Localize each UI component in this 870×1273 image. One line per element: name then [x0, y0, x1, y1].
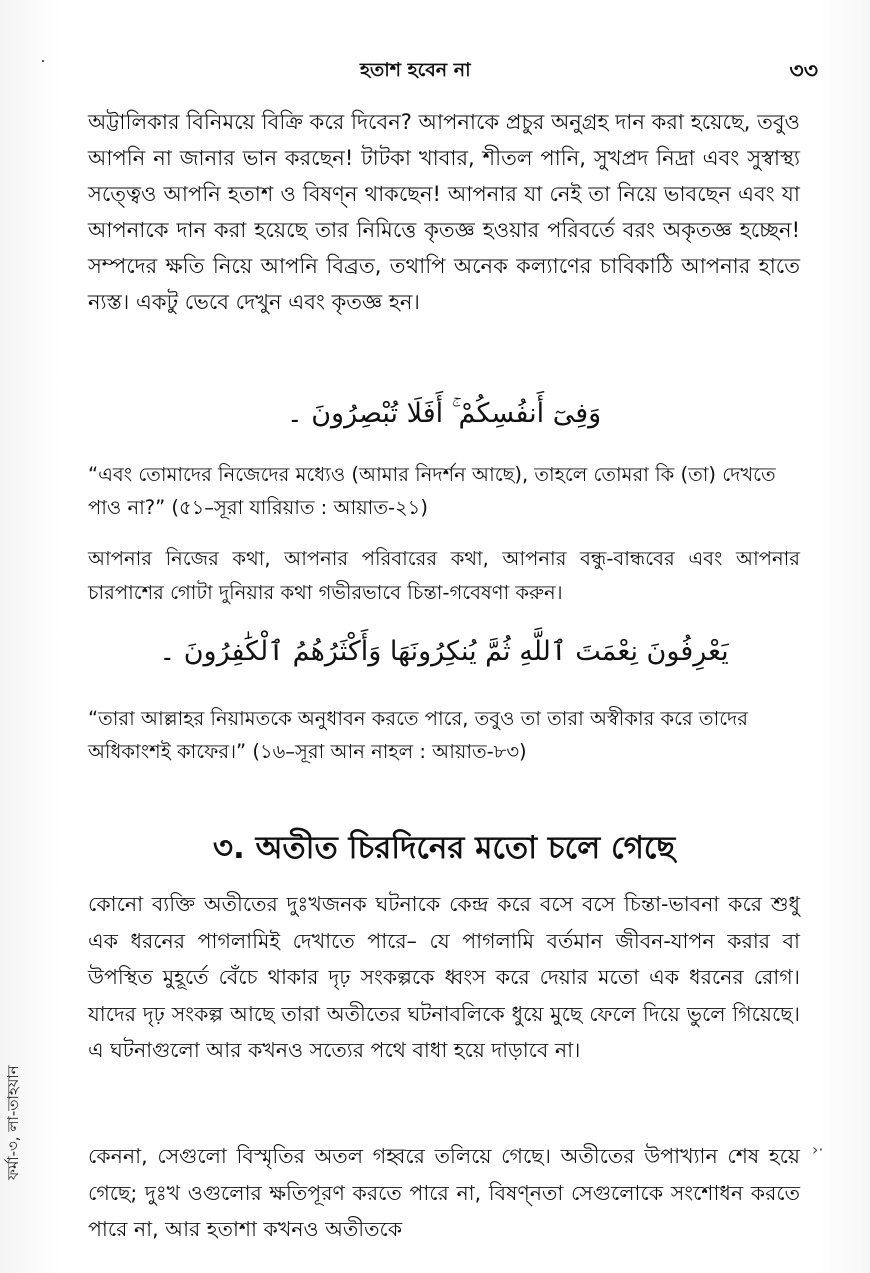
body-paragraph-1: অট্টালিকার বিনিময়ে বিক্রি করে দিবেন? আপনাকে প্রচুর অনুগ্রহ দান করা হয়েছে, তবুও আপনি না জানার ভান করছেন! টাটকা খাবার, শীতল পানি, সুখপ্রদ নিদ্রা এবং সুস্বাস্থ্য সত্ত্বেও আপনি হতাশ ও বিষণ্ন থাকছেন! আপনার যা নেই তা নিয়ে ভাবছেন এবং যা আপনাকে দান করা হয়েছে তার নিমিত্তে কৃতজ্ঞ হওয়ার পরিবর্তে বরং অকৃতজ্ঞ হচ্ছেন! সম্পদের ক্ষতি নিয়ে আপনি বিব্রত, তথাপি অনেক কল্যাণের চাবিকাঠি আপনার হাতে ন্যস্ত। একটু ভেবে দেখুন এবং কৃতজ্ঞ হন।	[88, 110, 800, 314]
arabic-verse-2: يَعْرِفُونَ نِعْمَتَ ٱللَّهِ ثُمَّ يُنكِرُونَهَا وَأَكْثَرُهُمُ ٱلْكَٰفِرُونَ ۔	[159, 636, 729, 667]
signature-mark: ফর্মা-৩, লা-তাহযান	[4, 1065, 22, 1180]
body-paragraph-2: আপনার নিজের কথা, আপনার পরিবারের কথা, আপনার বন্ধু-বান্ধবের এবং আপনার চারপাশের গোটা দুনিয়ার কথা গভীরভাবে চিন্তা-গবেষণা করুন।	[88, 547, 800, 604]
section-heading: ৩. অতীত চিরদিনের মতো চলে গেছে	[212, 830, 676, 866]
body-paragraph-3: কোনো ব্যক্তি অতীতের দুঃখজনক ঘটনাকে কেন্দ্র করে বসে বসে চিন্তা-ভাবনা করে শুধু এক ধরনের পাগলামিই দেখাতে পারে– যে পাগলামি বর্তমান জীবন-যাপন করার বা উপস্থিত মুহূর্তে বেঁচে থাকার দৃঢ় সংকল্পকে ধ্বংস করে দেয়ার মতো এক ধরনের রোগ। যাদের দৃঢ় সংকল্প আছে তারা অতীতের ঘটনাবলিকে ধুয়ে মুছে ফেলে দিয়ে ভুলে গিয়েছে। এ ঘটনাগুলো আর কখনও সত্যের পথে বাধা হয়ে দাড়াবে না।	[88, 892, 800, 1062]
running-header-title: হতাশ হবেন না	[360, 59, 471, 81]
verse-translation-2: “তারা আল্লাহর নিয়ামতকে অনুধাবন করতে পারে, তবুও তা তারা অস্বীকার করে তাদের অধিকাংশই কাফের।” (১৬–সূরা আন নাহল : আয়াত-৮৩)	[88, 707, 749, 763]
margin-arrow-icon: ›·	[812, 1140, 824, 1159]
arabic-verse-1: وَفِىٓ أَنفُسِكُمْ ۚ أَفَلَا تُبْصِرُونَ ۔	[286, 398, 602, 429]
body-paragraph-4: কেননা, সেগুলো বিস্মৃতির অতল গহ্বরে তলিয়ে গেছে। অতীতের উপাখ্যান শেষ হয়ে গেছে; দুঃখ ওগুলোর ক্ষতিপূরণ করতে পারে না, বিষণ্নতা সেগুলোকে সংশোধন করতে পারে না, আর হতাশা কখনও অতীতকে	[88, 1144, 800, 1241]
page-number: ৩৩	[789, 59, 818, 84]
running-header	[0, 56, 870, 90]
verse-translation-1: “এবং তোমাদের নিজেদের মধ্যেও (আমার নিদর্শন আছে), তাহলে তোমরা কি (তা) দেখতে পাও না?” (৫১–সূরা যারিয়াত : আয়াত-২১)	[88, 463, 776, 519]
